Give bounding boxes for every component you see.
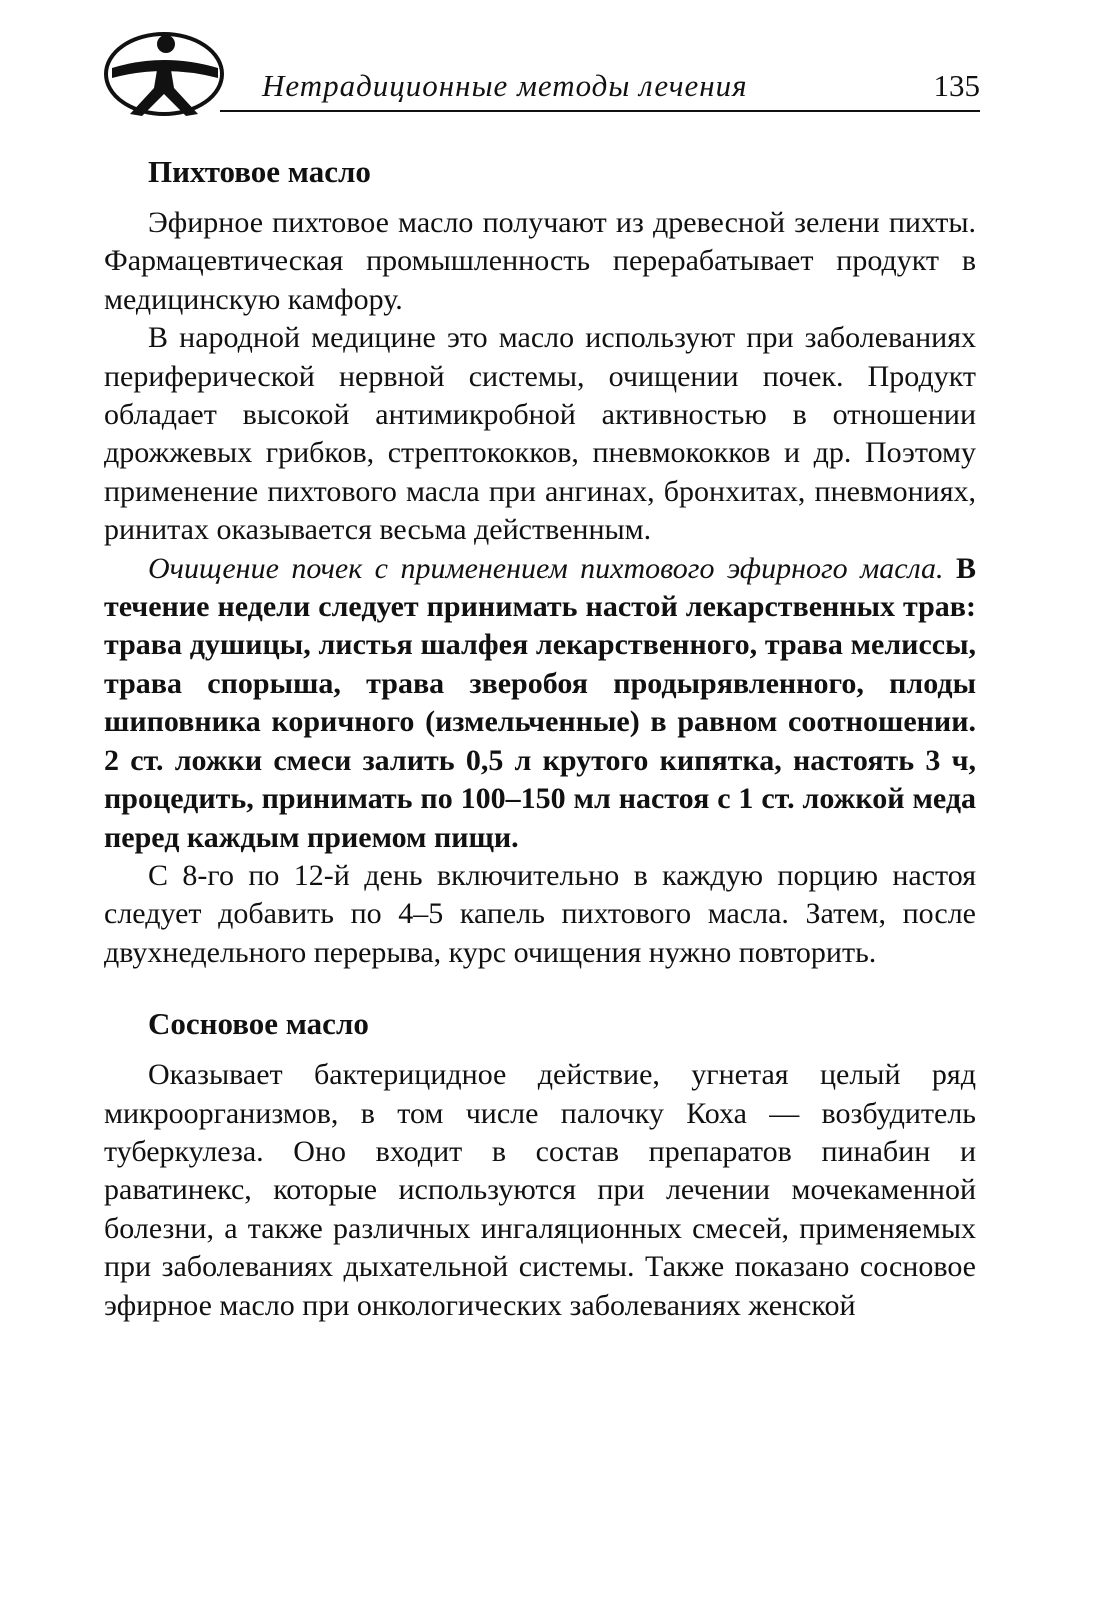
paragraph: Эфирное пихтовое масло получают из древесной зелени пихты. Фармацевтическая промышленность перерабатывает продукт в медицинскую камфору. [104, 206, 976, 316]
human-figure-emblem-icon [100, 30, 228, 118]
recipe-paragraph [104, 550, 976, 857]
paragraph: Оказывает бактерицидное действие, угнетая целый ряд микроорганизмов, в том числе палочку Коха — возбудитель туберкулеза. Оно входит в состав препаратов пинабин и раватинекс, которые используются при лечении мочекаменной болезни, а также различных ингаляционных смесей, применяемых при заболеваниях дыхательной системы. Также показано сосновое эфирное масло при онкологических заболеваниях женской [104, 1058, 976, 1322]
running-title: Нетрадиционные методы лечения [262, 68, 748, 103]
recipe-lead: Очищение почек с применением пихтового эфирного масла. [148, 551, 944, 585]
section-title: Сосновое масло [148, 1006, 369, 1042]
section-title: Пихтовое масло [148, 154, 371, 189]
paragraph: С 8-го по 12-й день включительно в каждую порцию настоя следует добавить по 4–5 капель пихтового масла. Затем, после двухнедельного перерыва, курс очищения нужно повторить. [104, 858, 976, 969]
page-number: 135 [933, 68, 980, 103]
main-text [104, 152, 976, 1325]
header-rule [220, 110, 980, 112]
recipe-text: В течение недели следует принимать настой лекарственных трав: трава душицы, листья шалфея лекарственного, трава мелиссы, трава спорыша, трава зверобоя продырявленного, плоды шиповника коричного (измельченные) в равном соотношении. 2 ст. ложки смеси залить 0,5 л крутого кипятка, настоять 3 ч, процедить, принимать по 100–150 мл настоя с 1 ст. ложкой меда перед каждым приемом пищи. [104, 551, 976, 854]
page-header [100, 22, 980, 114]
paragraph: В народной медицине это масло используют при заболеваниях периферической нервной системы, очищении почек. Продукт обладает высокой антимикробной активностью в отношении дрожжевых грибков, стрептококков, пневмококков и др. Поэтому применение пихтового масла при ангинах, бронхитах, пневмониях, ринитах оказывается весьма действенным. [104, 321, 976, 547]
